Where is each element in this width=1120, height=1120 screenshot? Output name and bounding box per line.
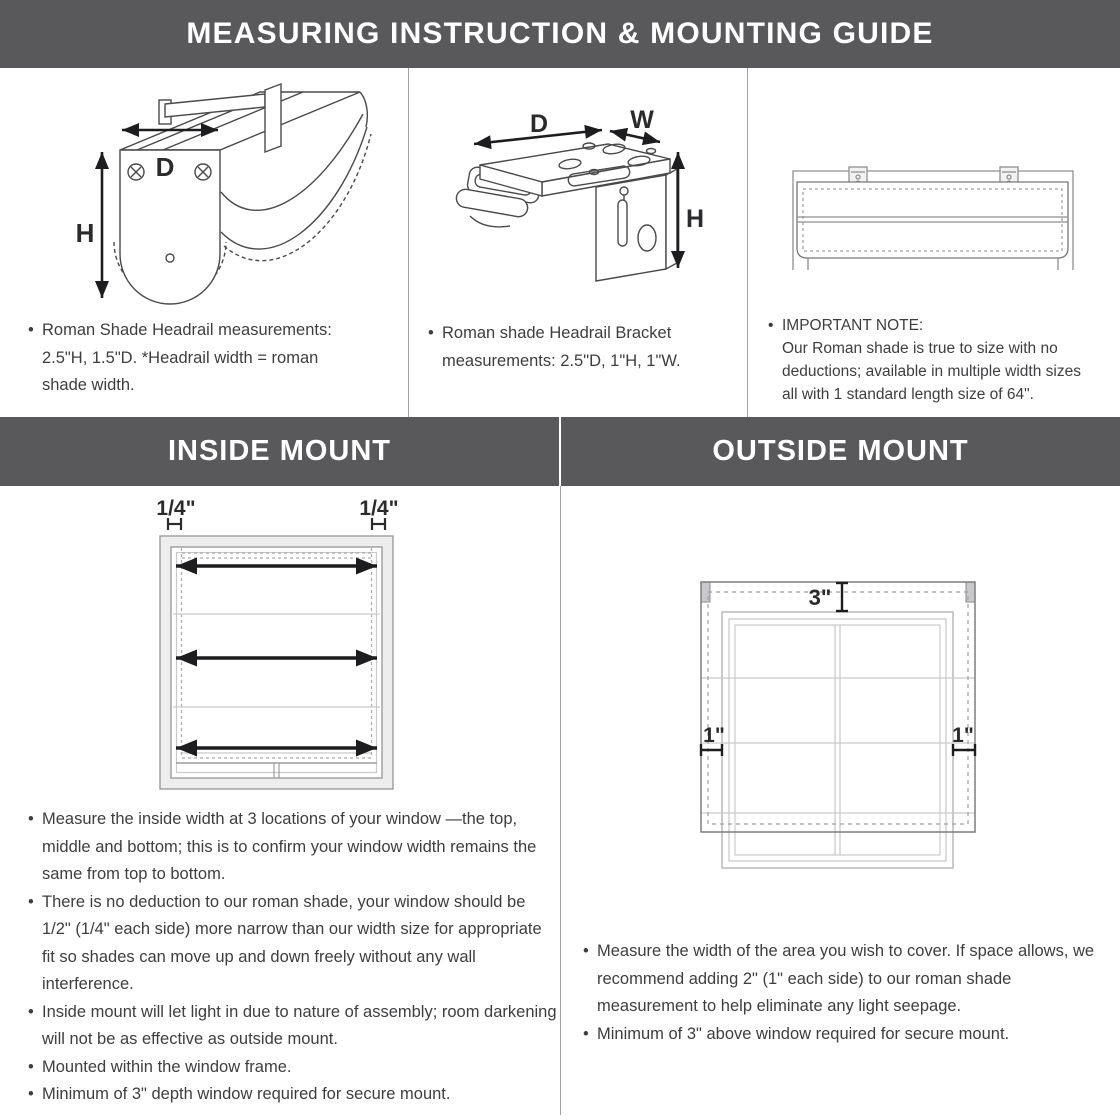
inside-bullet-3: Inside mount will let light in due to nature of assembly; room darkening will not be as effective as outside mount. bbox=[42, 1002, 557, 1048]
headrail-diagram bbox=[15, 72, 375, 322]
headrail-drawing bbox=[114, 84, 371, 304]
window-drawing bbox=[722, 612, 953, 868]
mounted-shade-diagram bbox=[765, 100, 1115, 310]
main-title-band bbox=[0, 0, 1120, 68]
panel-headrail bbox=[0, 68, 408, 417]
inside-mount-heading: INSIDE MOUNT bbox=[167, 435, 392, 467]
outside-mount-instructions bbox=[583, 938, 1102, 1048]
width-label: W bbox=[630, 106, 654, 134]
height-label: H bbox=[75, 218, 95, 248]
depth-label: D bbox=[155, 152, 175, 182]
outside-bullet-2: Minimum of 3" above window required for secure mount. bbox=[597, 1024, 1010, 1043]
outside-mount-diagram bbox=[690, 572, 990, 892]
top-gap-label: 3" bbox=[808, 585, 832, 610]
depth-label: D bbox=[529, 110, 549, 138]
outside-bullet-1: Measure the width of the area you wish to cover. If space allows, we recommend adding 2" (1" each side) to our roman shade measurement to help eliminate any light seepage. bbox=[597, 942, 1095, 1015]
inside-bullet-4: Mounted within the window frame. bbox=[42, 1057, 292, 1076]
shade-body bbox=[797, 182, 1068, 258]
panel-bracket bbox=[409, 68, 747, 417]
note-title: • IMPORTANT NOTE: bbox=[782, 317, 924, 334]
outside-mount-heading: OUTSIDE MOUNT bbox=[712, 435, 969, 467]
inside-bullet-5: Minimum of 3" depth window required for secure mount. bbox=[42, 1085, 451, 1103]
headrail-note bbox=[28, 317, 362, 400]
bullet-item bbox=[28, 1081, 557, 1109]
right-gap-label: 1/4" bbox=[359, 497, 399, 520]
bullet-item bbox=[28, 999, 557, 1054]
note-body: Our Roman shade is true to size with no deductions; available in multiple width sizes all with 1 standard length size of 64". bbox=[782, 340, 1081, 403]
gap-dimensions bbox=[156, 497, 398, 530]
bullet-item bbox=[28, 1054, 557, 1082]
inside-mount-section-header bbox=[0, 417, 559, 486]
bullet-item bbox=[583, 938, 1102, 1021]
bullet-item bbox=[28, 806, 557, 889]
inside-mount-section bbox=[0, 486, 559, 1120]
bullet-item bbox=[28, 889, 557, 999]
bracket-leg bbox=[596, 175, 666, 281]
outside-mount-section-header bbox=[561, 417, 1120, 486]
window-drawing bbox=[160, 536, 393, 789]
bracket-plate bbox=[265, 84, 281, 152]
headrail-bullet-text: Roman Shade Headrail measurements: 2.5"H, 1.5"D. *Headrail width = roman shade width. bbox=[42, 321, 332, 394]
bullet-item bbox=[428, 320, 722, 375]
left-gap-label: 1/4" bbox=[156, 497, 196, 520]
outside-mount-section bbox=[561, 486, 1120, 1120]
inside-bullet-1: Measure the inside width at 3 locations of your window —the top, middle and bottom; this is to confirm your window width remains the same from top to bottom. bbox=[42, 810, 537, 883]
bracket-bullet-text: Roman shade Headrail Bracket measurements: 2.5"D, 1"H, 1"W. bbox=[442, 324, 681, 370]
bracket-note bbox=[428, 320, 722, 375]
page-title: MEASURING INSTRUCTION & MOUNTING GUIDE bbox=[186, 17, 934, 50]
height-label: H bbox=[685, 205, 705, 233]
inside-mount-diagram bbox=[140, 496, 410, 806]
right-gap-label: 1" bbox=[952, 724, 974, 747]
bracket-drawing bbox=[455, 143, 677, 281]
important-note bbox=[768, 314, 1084, 406]
bracket-diagram bbox=[418, 88, 748, 318]
inside-mount-instructions bbox=[28, 806, 557, 1109]
left-gap-label: 1" bbox=[703, 724, 725, 747]
window-frame bbox=[722, 612, 953, 868]
bullet-item bbox=[768, 314, 1084, 406]
mounted-shade-drawing bbox=[793, 167, 1073, 270]
panel-important-note bbox=[748, 68, 1120, 417]
bullet-item bbox=[28, 317, 362, 400]
inside-bullet-2: There is no deduction to our roman shade, your window should be 1/2" (1/4" each side) more narrow than our width size for appropriate fit so shades can move up and down freely without any wall interference. bbox=[42, 892, 542, 993]
bullet-item bbox=[583, 1021, 1102, 1049]
